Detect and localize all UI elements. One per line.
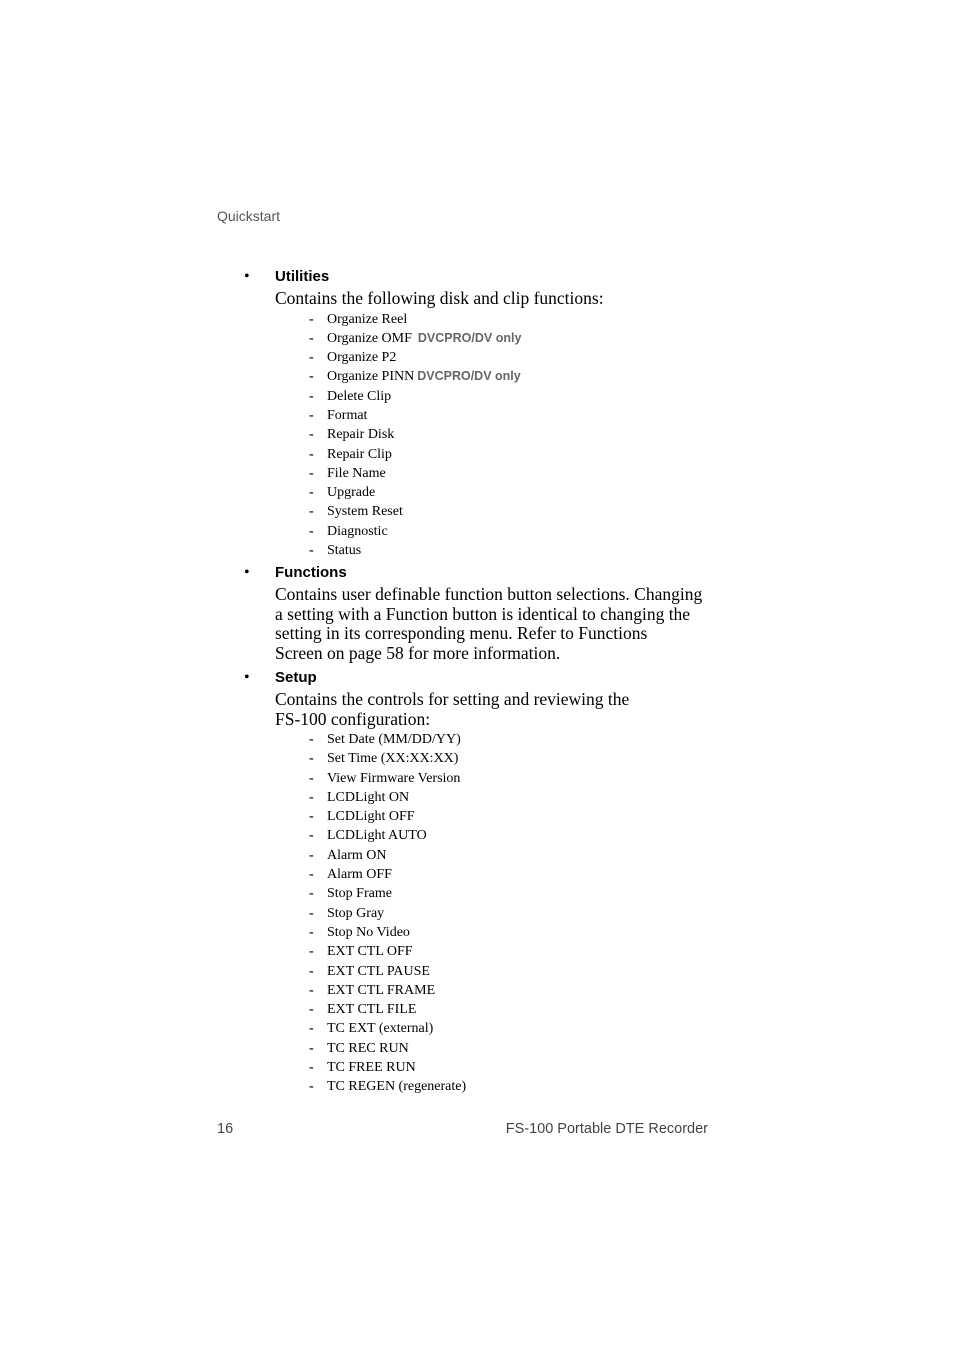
setup-description-line: FS-100 configuration: [275,708,431,729]
list-item-label: Set Time (XX:XX:XX) [327,751,459,767]
list-item [0,1058,954,1077]
dash-icon: - [309,1079,314,1095]
list-item [0,942,954,961]
list-item [0,387,954,406]
dash-icon: - [309,504,314,520]
setup-section [0,667,954,1097]
dash-icon: - [309,1060,314,1076]
list-item [0,904,954,923]
dash-icon: - [309,543,314,559]
list-item-label: Upgrade [327,485,376,501]
list-item [0,425,954,444]
list-item-label: Organize OMF DVCPRO/DV only [327,330,522,346]
dash-icon: - [309,867,314,883]
dash-icon: - [309,1021,314,1037]
functions-description-line: Screen on page 58 for more information. [275,642,561,663]
list-item-label: Diagnostic [327,523,388,539]
list-item-label: EXT CTL OFF [327,944,413,960]
list-item-label: Stop Gray [327,905,385,921]
list-item [0,1077,954,1096]
list-item-label: Set Date (MM/DD/YY) [327,732,461,747]
list-item [0,749,954,768]
list-item [0,367,954,386]
dash-icon: - [309,963,314,979]
dash-icon: - [309,311,314,327]
list-item-label: Alarm ON [327,847,387,863]
dash-icon: - [309,809,314,825]
dash-icon: - [309,944,314,960]
dash-icon: - [309,982,314,998]
list-item-label: Stop Frame [327,886,392,902]
list-item [0,981,954,1000]
dash-icon: - [309,446,314,462]
availability-note: DVCPRO/DV only [417,369,521,384]
dash-icon: - [309,465,314,481]
list-item [0,884,954,903]
setup-heading: Setup [275,669,317,686]
dash-icon: - [309,350,314,366]
functions-description [275,585,715,663]
utilities-list [0,310,954,561]
list-item-label: Repair Clip [327,446,392,462]
list-item-label: TC FREE RUN [327,1060,416,1076]
dash-icon: - [309,1002,314,1018]
list-item [0,483,954,502]
list-item [0,846,954,865]
utilities-heading: Utilities [275,268,330,285]
list-item [0,348,954,367]
list-item [0,522,954,541]
dash-icon: - [309,828,314,844]
page-number: 16 [217,1121,234,1137]
setup-list [0,730,954,1097]
list-item [0,826,954,845]
utilities-section [0,266,954,560]
list-item-label: EXT CTL PAUSE [327,963,430,979]
list-item-label: Organize PINN DVCPRO/DV only [327,369,521,385]
list-item [0,406,954,425]
functions-description-line: setting in its corresponding menu. Refer to Functions [275,623,648,643]
list-item [0,730,954,749]
list-item [0,1000,954,1019]
list-item-label: TC REGEN (regenerate) [327,1079,467,1095]
list-item-label: TC EXT (external) [327,1021,434,1037]
dash-icon: - [309,732,314,747]
functions-description-line: Contains user definable function button selections. Changing [275,584,703,604]
list-item-label: View Firmware Version [327,770,461,786]
list-item [0,923,954,942]
footer-product-title: FS-100 Portable DTE Recorder [505,1121,708,1137]
dash-icon: - [309,751,314,767]
list-item [0,962,954,981]
list-item-label: Status [327,543,362,559]
list-item [0,502,954,521]
dash-icon: - [309,485,314,501]
functions-heading: Functions [275,564,347,581]
list-item-label: Delete Clip [327,388,392,404]
dash-icon: - [309,1040,314,1056]
list-item-label: System Reset [327,504,403,520]
list-item-label: Repair Disk [327,427,395,443]
list-item [0,445,954,464]
dash-icon: - [309,847,314,863]
dash-icon: - [309,330,314,346]
dash-icon: - [309,369,314,385]
functions-description-line: a setting with a Function button is identical to changing the [275,603,691,624]
setup-description [275,690,715,729]
dash-icon: - [309,886,314,902]
list-item-label: TC REC RUN [327,1040,409,1056]
list-item [0,464,954,483]
availability-note: DVCPRO/DV only [417,330,522,345]
list-item [0,865,954,884]
dash-icon: - [309,388,314,404]
dash-icon: - [309,523,314,539]
list-item-label: LCDLight AUTO [327,828,427,844]
dash-icon: - [309,789,314,805]
list-item [0,807,954,826]
list-item [0,310,954,329]
list-item [0,1039,954,1058]
functions-section [0,562,954,663]
list-item-label: EXT CTL FRAME [327,982,436,998]
list-item-label: EXT CTL FILE [327,1002,417,1018]
list-item-label: Format [327,407,368,423]
list-item-label: Organize Reel [327,311,408,327]
dash-icon: - [309,924,314,940]
list-item [0,788,954,807]
setup-description-line: Contains the controls for setting and reviewing the [275,689,630,709]
list-item [0,329,954,348]
list-item-label: Stop No Video [327,924,410,940]
bullet-icon: • [244,669,250,686]
list-item [0,541,954,560]
dash-icon: - [309,407,314,423]
dash-icon: - [309,905,314,921]
bullet-icon: • [244,564,250,581]
list-item-label: LCDLight OFF [327,809,415,825]
dash-icon: - [309,427,314,443]
list-item [0,1019,954,1038]
list-item-label: Organize P2 [327,350,397,366]
bullet-icon: • [244,268,250,285]
list-item-label: File Name [327,465,386,481]
dash-icon: - [309,770,314,786]
list-item [0,769,954,788]
utilities-description: Contains the following disk and clip functions: [275,288,604,308]
running-head: Quickstart [217,208,281,224]
list-item-label: Alarm OFF [327,867,392,883]
list-item-label: LCDLight ON [327,789,410,805]
